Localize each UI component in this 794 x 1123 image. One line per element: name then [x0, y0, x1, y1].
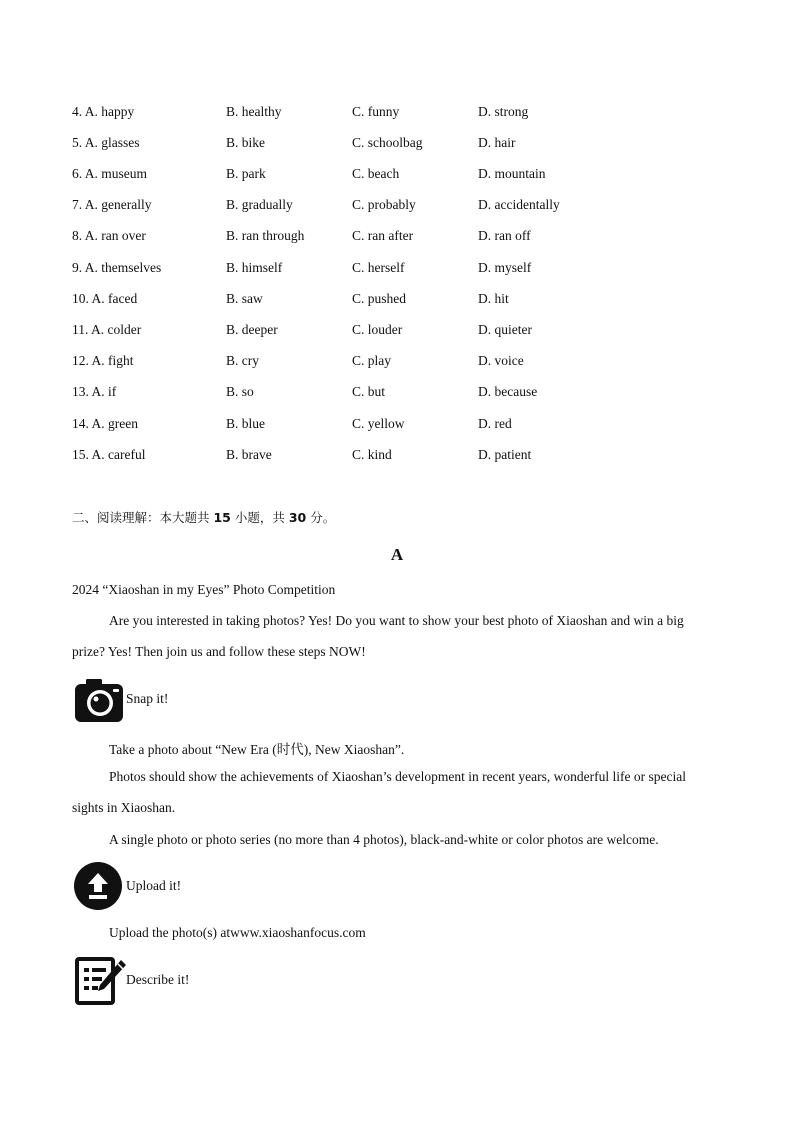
option-a: 6. A. museum — [72, 166, 148, 181]
option-d: D. accidentally — [478, 197, 560, 212]
option-a: 14. A. green — [72, 416, 138, 431]
option-c: C. probably — [352, 197, 416, 212]
option-d: D. ran off — [478, 228, 531, 243]
intro-line-2: prize? Yes! Then join us and follow these steps NOW! — [72, 644, 366, 659]
option-a: 13. A. if — [72, 384, 117, 399]
section-heading — [72, 508, 335, 526]
question-12-options — [72, 353, 712, 373]
option-d: D. strong — [478, 104, 529, 119]
question-8-options — [72, 228, 712, 248]
section-suffix: 分。 — [306, 510, 336, 525]
edit-document-icon — [74, 956, 128, 1010]
option-d: D. myself — [478, 260, 532, 275]
option-b: B. gradually — [226, 197, 293, 212]
question-10-options — [72, 291, 712, 311]
question-14-options — [72, 416, 712, 436]
option-a: 4. A. happy — [72, 104, 135, 119]
option-c: C. yellow — [352, 416, 405, 431]
option-d: D. red — [478, 416, 512, 431]
question-15-options — [72, 447, 712, 467]
intro-line-1: Are you interested in taking photos? Yes! Do you want to show your best photo of Xiaoshan and win a big — [109, 613, 684, 628]
question-9-options — [72, 260, 712, 280]
option-b: B. ran through — [226, 228, 305, 243]
option-d: D. voice — [478, 353, 524, 368]
option-c: C. kind — [352, 447, 392, 462]
option-d: D. hit — [478, 291, 509, 306]
option-a: 5. A. glasses — [72, 135, 140, 150]
option-b: B. so — [226, 384, 254, 399]
option-a: 9. A. themselves — [72, 260, 162, 275]
option-b: B. saw — [226, 291, 263, 306]
question-11-options — [72, 322, 712, 342]
option-a: 8. A. ran over — [72, 228, 146, 243]
camera-icon — [74, 677, 124, 727]
option-b: B. park — [226, 166, 266, 181]
upload-label: Upload it! — [126, 878, 182, 893]
option-c: C. louder — [352, 322, 403, 337]
snap-label: Snap it! — [126, 691, 169, 706]
option-a: 10. A. faced — [72, 291, 138, 306]
section-middle: 小题，共 — [230, 510, 289, 525]
snap-line-1: Take a photo about “New Era (时代), New Xiaoshan”. — [109, 742, 405, 757]
option-b: B. brave — [226, 447, 272, 462]
passage-letter: A — [390, 545, 404, 564]
option-d: D. patient — [478, 447, 532, 462]
option-b: B. himself — [226, 260, 283, 275]
question-13-options — [72, 384, 712, 404]
option-a: 7. A. generally — [72, 197, 152, 212]
option-c: C. but — [352, 384, 386, 399]
question-count: 15 — [213, 510, 231, 525]
upload-line-1: Upload the photo(s) atwww.xiaoshanfocus.com — [109, 925, 366, 940]
question-4-options — [72, 104, 712, 124]
option-b: B. deeper — [226, 322, 278, 337]
option-c: C. ran after — [352, 228, 414, 243]
option-d: D. mountain — [478, 166, 546, 181]
snap-line-2: Photos should show the achievements of Xiaoshan’s development in recent years, wonderful life or special — [109, 769, 686, 784]
snap-line-2-cont: sights in Xiaoshan. — [72, 800, 176, 815]
total-score: 30 — [288, 510, 307, 525]
option-b: B. blue — [226, 416, 265, 431]
option-c: C. pushed — [352, 291, 406, 306]
option-a: 12. A. fight — [72, 353, 134, 368]
option-a: 15. A. careful — [72, 447, 146, 462]
question-6-options — [72, 166, 712, 186]
option-c: C. schoolbag — [352, 135, 423, 150]
option-b: B. healthy — [226, 104, 282, 119]
option-b: B. cry — [226, 353, 259, 368]
option-a: 11. A. colder — [72, 322, 142, 337]
option-d: D. because — [478, 384, 538, 399]
upload-icon — [74, 862, 122, 914]
describe-label: Describe it! — [126, 972, 190, 987]
option-c: C. play — [352, 353, 391, 368]
option-c: C. beach — [352, 166, 400, 181]
option-b: B. bike — [226, 135, 265, 150]
option-c: C. funny — [352, 104, 400, 119]
question-7-options — [72, 197, 712, 217]
passage-heading: 2024 “Xiaoshan in my Eyes” Photo Competition — [72, 582, 336, 597]
option-c: C. herself — [352, 260, 405, 275]
snap-line-3: A single photo or photo series (no more than 4 photos), black-and-white or color photos are welcome. — [109, 832, 659, 847]
option-d: D. hair — [478, 135, 516, 150]
question-5-options — [72, 135, 712, 155]
option-d: D. quieter — [478, 322, 532, 337]
section-prefix: 二、阅读理解：本大题共 — [72, 510, 214, 525]
